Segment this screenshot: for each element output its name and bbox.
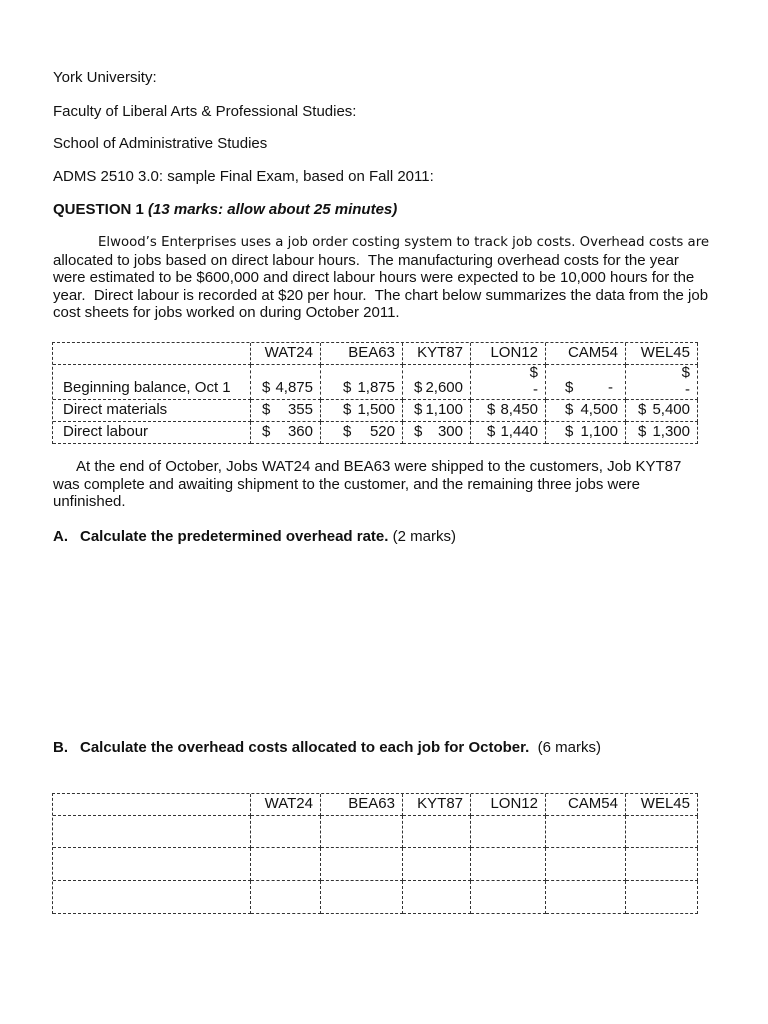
answer-cell: [321, 816, 403, 848]
answer-cell: [471, 848, 546, 881]
amount: 1,440: [500, 423, 538, 440]
currency-symbol: $: [414, 379, 423, 396]
status-line: was complete and awaiting shipment to the customer, and the remaining three jobs were: [53, 475, 640, 493]
currency-symbol: $: [565, 423, 574, 440]
currency-symbol: $: [565, 401, 574, 418]
table-cell: [321, 365, 403, 400]
currency-symbol: $: [638, 401, 647, 418]
amount: 2,600: [425, 379, 463, 396]
currency-symbol: $: [343, 379, 352, 396]
answer-cell: [626, 816, 698, 848]
table-cell: [251, 365, 321, 400]
currency-symbol: $: [343, 401, 352, 418]
column-header-bea63: BEA63: [321, 343, 403, 365]
answer-cell: [403, 816, 471, 848]
currency-symbol: $: [487, 423, 496, 440]
answer-cell: [251, 848, 321, 881]
amount: 360: [287, 423, 313, 440]
table-cell: [546, 365, 626, 400]
row-label-direct-labour: Direct labour: [53, 422, 251, 444]
table-cell: [626, 400, 698, 422]
row-label-beginning-balance: Beginning balance, Oct 1: [53, 365, 251, 400]
table-corner-cell: [53, 794, 251, 816]
status-line: unfinished.: [53, 493, 126, 510]
intro-line: allocated to jobs based on direct labour hours. The manufacturing overhead costs for the year: [53, 251, 679, 269]
table-cell: [251, 422, 321, 444]
table-cell: [626, 422, 698, 444]
amount: 8,450: [500, 401, 538, 418]
school-name: School of Administrative Studies: [53, 135, 268, 152]
currency-symbol: $: [487, 401, 496, 418]
amount: -: [685, 381, 690, 398]
intro-line: were estimated to be $600,000 and direct labour hours were expected to be 10,000 hours for the: [53, 269, 695, 286]
table-cell: [546, 400, 626, 422]
table-cell: [471, 365, 546, 400]
currency-symbol: $: [343, 423, 352, 440]
column-header-wat24: WAT24: [251, 794, 321, 816]
answer-cell: [53, 816, 251, 848]
amount: 1,100: [425, 401, 463, 418]
column-header-wat24: WAT24: [251, 343, 321, 365]
answer-cell: [53, 881, 251, 914]
column-header-wel45: WEL45: [626, 343, 698, 365]
answer-cell: [321, 848, 403, 881]
amount: 1,100: [580, 423, 618, 440]
currency-symbol: $: [414, 401, 423, 418]
answer-cell: [546, 816, 626, 848]
answer-cell: [626, 848, 698, 881]
answer-cell: [546, 848, 626, 881]
table-cell: [546, 422, 626, 444]
amount: 4,500: [580, 401, 618, 418]
question-label: QUESTION 1: [53, 201, 144, 218]
answer-cell: [403, 848, 471, 881]
amount: 5,400: [652, 401, 690, 418]
question-heading: [53, 201, 397, 219]
table-cell: [471, 422, 546, 444]
exam-title: ADMS 2510 3.0: sample Final Exam, based on Fall 2011:: [53, 168, 434, 185]
table-corner-cell: [53, 343, 251, 365]
answer-cell: [321, 881, 403, 914]
amount: 1,500: [357, 401, 395, 418]
currency-symbol: $: [638, 423, 647, 440]
column-header-kyt87: KYT87: [403, 343, 471, 365]
amount: 4,875: [275, 379, 313, 396]
table-cell: [471, 400, 546, 422]
column-header-wel45: WEL45: [626, 794, 698, 816]
intro-line: year. Direct labour is recorded at $20 per hour. The chart below summarizes the data from the job: [53, 286, 709, 304]
column-header-lon12: LON12: [471, 343, 546, 365]
amount: -: [533, 381, 538, 398]
part-marks: (2 marks): [392, 528, 456, 545]
answer-cell: [471, 816, 546, 848]
column-header-kyt87: KYT87: [403, 794, 471, 816]
part-b: [53, 739, 601, 757]
university-name: York University:: [53, 69, 157, 86]
amount: 300: [437, 423, 463, 440]
amount: 1,300: [652, 423, 690, 440]
table-cell: [251, 400, 321, 422]
part-letter: A.: [53, 528, 68, 545]
answer-cell: [53, 848, 251, 881]
currency-symbol: $: [529, 364, 538, 381]
part-marks: (6 marks): [537, 739, 601, 756]
job-status-paragraph: [53, 458, 681, 511]
answer-cell: [251, 881, 321, 914]
intro-line: cost sheets for jobs worked on during October 2011.: [53, 304, 400, 321]
part-prompt: Calculate the predetermined overhead rate.: [80, 528, 389, 545]
amount: 355: [287, 401, 313, 418]
currency-symbol: $: [262, 379, 271, 396]
job-cost-table: [52, 342, 698, 444]
intro-line: Elwood’s Enterprises uses a job order costing system to track job costs. Overhead costs are: [98, 235, 710, 250]
table-cell: [626, 365, 698, 400]
answer-cell: [626, 881, 698, 914]
table-cell: [403, 400, 471, 422]
answer-cell: [546, 881, 626, 914]
answer-table: [52, 793, 698, 914]
part-a: [53, 528, 456, 546]
status-line: At the end of October, Jobs WAT24 and BEA63 were shipped to the customers, Job KYT87: [76, 458, 682, 475]
currency-symbol: $: [681, 364, 690, 381]
answer-cell: [471, 881, 546, 914]
currency-symbol: $: [262, 401, 271, 418]
currency-symbol: $: [414, 423, 423, 440]
part-letter: B.: [53, 739, 68, 756]
answer-cell: [251, 816, 321, 848]
table-cell: [403, 365, 471, 400]
column-header-lon12: LON12: [471, 794, 546, 816]
column-header-cam54: CAM54: [546, 343, 626, 365]
column-header-bea63: BEA63: [321, 794, 403, 816]
currency-symbol: $: [262, 423, 271, 440]
answer-cell: [403, 881, 471, 914]
question-marks-note: (13 marks: allow about 25 minutes): [148, 201, 398, 218]
table-cell: [321, 400, 403, 422]
amount: 520: [369, 423, 395, 440]
part-prompt: Calculate the overhead costs allocated to each job for October.: [80, 739, 530, 756]
currency-symbol: $: [565, 379, 574, 396]
column-header-cam54: CAM54: [546, 794, 626, 816]
table-cell: [321, 422, 403, 444]
amount: -: [608, 379, 613, 396]
amount: 1,875: [357, 379, 395, 396]
row-label-direct-materials: Direct materials: [53, 400, 251, 422]
intro-paragraph: [53, 234, 709, 322]
table-cell: [403, 422, 471, 444]
faculty-name: Faculty of Liberal Arts & Professional Studies:: [53, 103, 357, 120]
